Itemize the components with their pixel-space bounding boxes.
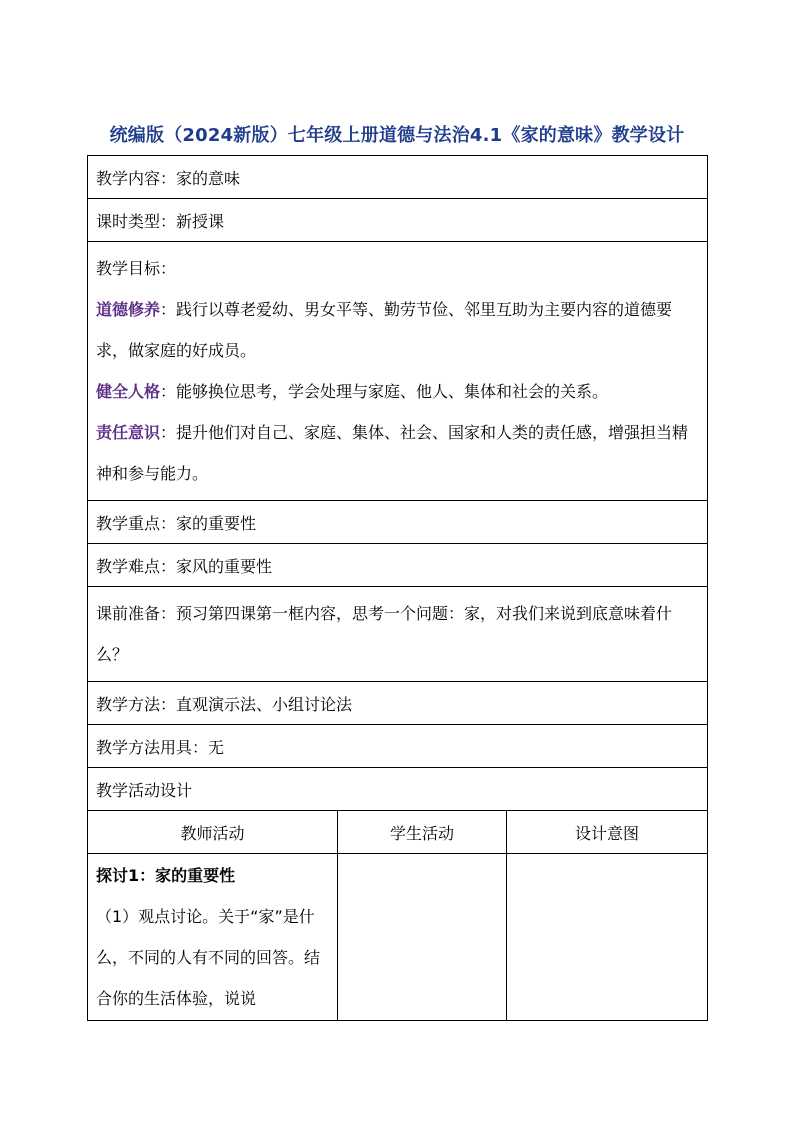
header-student-activity: 学生活动 — [338, 811, 507, 854]
row-lesson-type — [88, 199, 708, 242]
objective-text: ：践行以尊老爱幼、男女平等、勤劳节俭、邻里互助为主要内容的道德要求，做家庭的好成员。 — [96, 300, 673, 360]
objective-label: 健全人格 — [96, 382, 161, 401]
header-teacher-activity: 教师活动 — [88, 811, 338, 854]
row-content — [88, 156, 708, 199]
objectives-cell — [88, 242, 708, 501]
row-difficulty — [88, 544, 708, 587]
objective-moral — [96, 289, 699, 371]
teacher-activity-cell — [88, 854, 338, 1021]
objectives-heading: 教学目标： — [96, 259, 177, 278]
objective-text: ：提升他们对自己、家庭、集体、社会、国家和人类的责任感，增强担当精神和参与能力。 — [96, 423, 689, 483]
activity-row — [88, 854, 708, 1021]
activity-design-label: 教学活动设计 — [88, 768, 708, 811]
objective-label: 责任意识 — [96, 423, 161, 442]
preparation: 课前准备：预习第四课第一框内容，思考一个问题：家，对我们来说到底意味着什么？ — [88, 587, 708, 682]
row-method — [88, 682, 708, 725]
teaching-tools: 教学方法用具：无 — [88, 725, 708, 768]
teaching-content: 教学内容：家的意味 — [88, 156, 708, 199]
objective-personality — [96, 371, 699, 412]
student-activity-cell — [338, 854, 507, 1021]
key-point: 教学重点：家的重要性 — [88, 501, 708, 544]
discussion-heading: 探讨1：家的重要性 — [96, 866, 236, 885]
document-title: 统编版（2024新版）七年级上册道德与法治4.1《家的意味》教学设计 — [109, 125, 685, 146]
difficulty: 教学难点：家风的重要性 — [88, 544, 708, 587]
row-key-point — [88, 501, 708, 544]
header-design-intent: 设计意图 — [507, 811, 708, 854]
lesson-plan-table — [87, 155, 708, 1021]
row-tools — [88, 725, 708, 768]
row-objectives — [88, 242, 708, 501]
objective-responsibility — [96, 412, 699, 494]
design-intent-cell — [507, 854, 708, 1021]
row-preparation — [88, 587, 708, 682]
activity-header-row — [88, 811, 708, 854]
lesson-type: 课时类型：新授课 — [88, 199, 708, 242]
teaching-method: 教学方法：直观演示法、小组讨论法 — [88, 682, 708, 725]
objective-text: ：能够换位思考，学会处理与家庭、他人、集体和社会的关系。 — [160, 382, 609, 401]
teacher-activity-text: （1）观点讨论。关于“家”是什么，不同的人有不同的回答。结合你的生活体验，说说 — [96, 907, 321, 1008]
objective-label: 道德修养 — [96, 300, 161, 319]
row-activity-design — [88, 768, 708, 811]
